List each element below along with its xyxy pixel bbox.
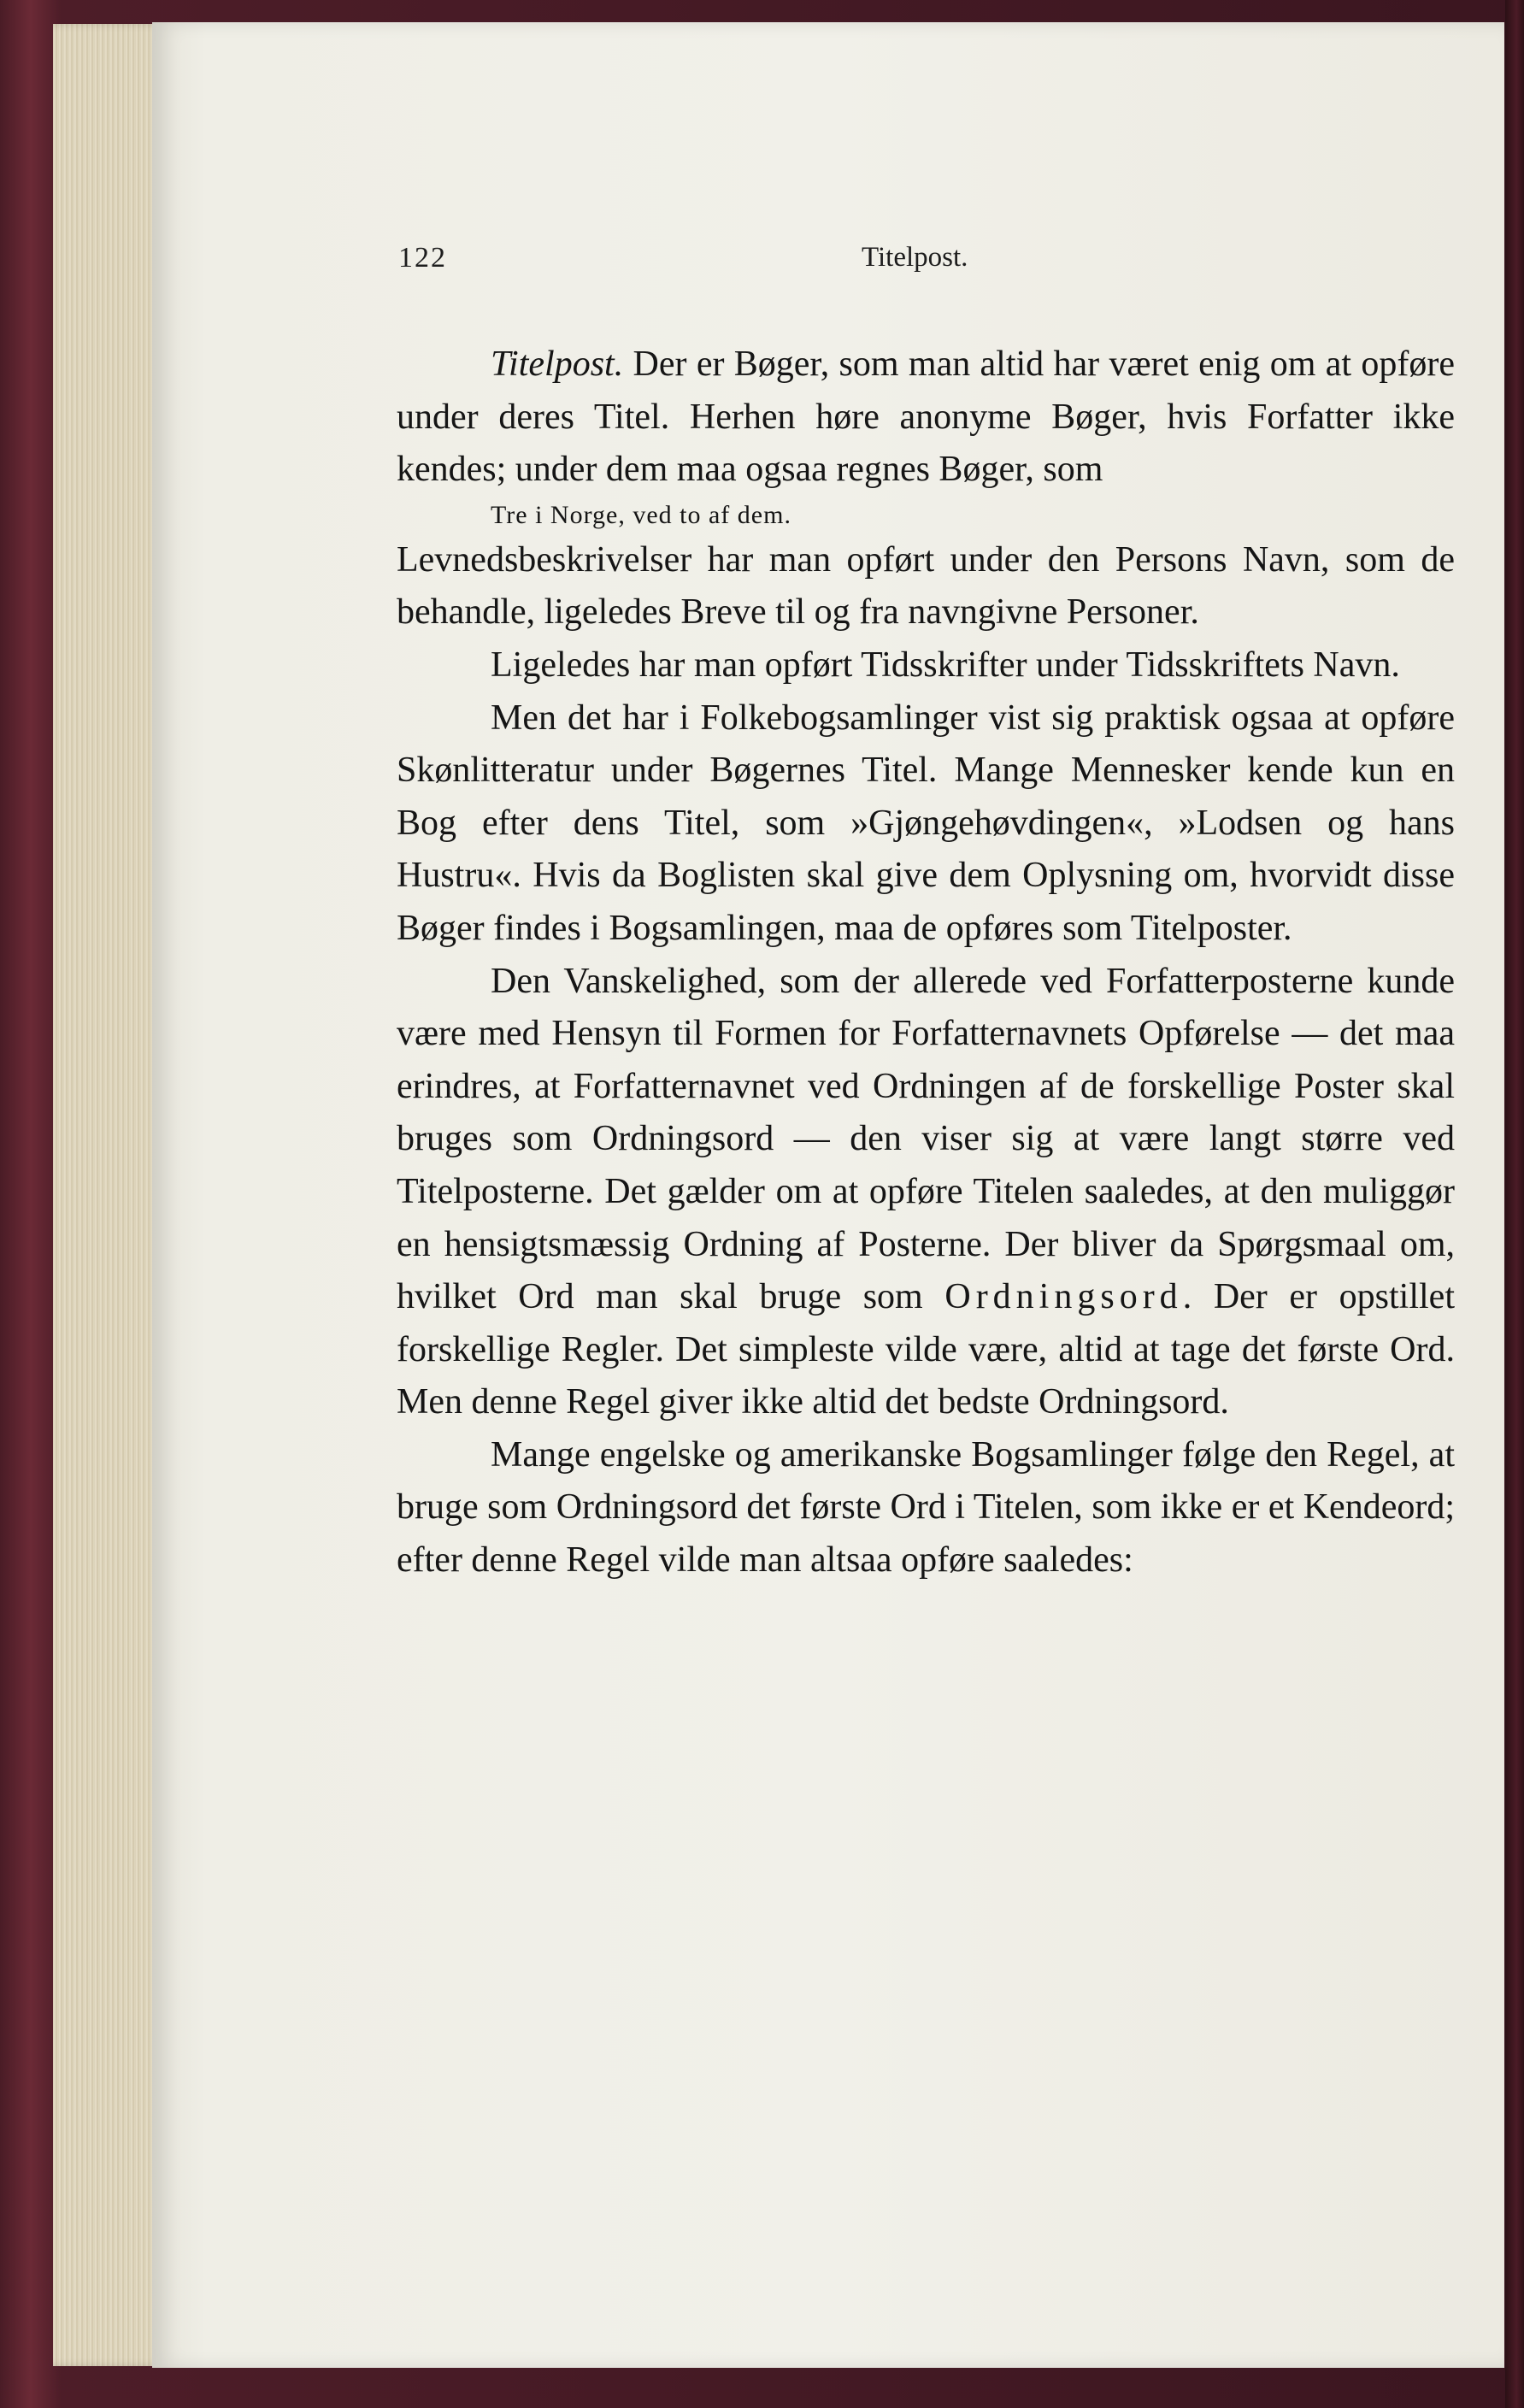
emphasized-term: Ordningsord	[944, 1277, 1183, 1317]
paragraph-vanskelighed	[397, 956, 1455, 1429]
cover-edge	[1505, 0, 1524, 2408]
paragraph-levnedsbeskrivelser: Levnedsbeskrivelser har man opført under den Persons Navn, som de behandle, ligeledes Breve til og fra navngivne Personer.	[397, 539, 1455, 633]
paragraph-folkebogsamlinger: Men det har i Folkebogsamlinger vist sig praktisk ogsaa at opføre Skønlitteratur under Bøgernes Titel. Mange Mennesker kende kun en Bog efter dens Titel, som »Gjøngehøvdingen«, »Lodsen og hans Hustru«. Hvis da Boglisten skal give dem Oplysning om, hvorvidt disse Bøger findes i Bogsamlingen, maa de opføres som Titelposter.	[397, 698, 1455, 948]
paragraph-text: Der er Bøger, som man altid har været enig om at opføre under deres Titel. Herhen høre anonyme Bøger, hvis Forfatter ikke kendes; under dem maa ogsaa regnes Bøger, som	[397, 344, 1455, 490]
body-text	[397, 339, 1455, 1587]
running-title: Titelpost.	[862, 242, 968, 273]
paragraph-text: . Der er opstillet forskellige Regler. Det simpleste vilde være, altid at tage det første Ord. Men denne Regel giver ikke altid det bedste Ordningsord.	[397, 1277, 1455, 1422]
paragraph-lead-term: Titelpost.	[491, 344, 624, 384]
running-head	[256, 242, 1453, 285]
page-number: 122	[398, 242, 447, 274]
paragraph-titelpost	[397, 339, 1455, 497]
paragraph-engelske-regel: Mange engelske og amerikanske Bogsamlinger følge den Regel, at bruge som Ordningsord det første Ord i Titelen, som ikke er et Kendeord; efter denne Regel vilde man altsaa opføre saaledes:	[397, 1434, 1455, 1581]
paragraph-tidsskrifter: Ligeledes har man opført Tidsskrifter under Tidsskriftets Navn.	[491, 645, 1400, 685]
page-edges	[53, 24, 164, 2366]
example-title: Tre i Norge, ved to af dem.	[491, 500, 791, 529]
paragraph-text: Den Vanskelighed, som der allerede ved Forfatterposterne kunde være med Hensyn til Formen for Forfatternavnets Opførelse — det maa erindres, at Forfatternavnet ved Ordningen af de forskellige Poster skal bruges som Ordningsord — den viser sig at være langt større ved Titelposterne. Det gælder om at opføre Titelen saaledes, at den muliggør en hensigtsmæssig Ordning af Posterne. Der bliver da Spørgsmaal om, hvilket Ord man skal bruge som	[397, 961, 1455, 1317]
